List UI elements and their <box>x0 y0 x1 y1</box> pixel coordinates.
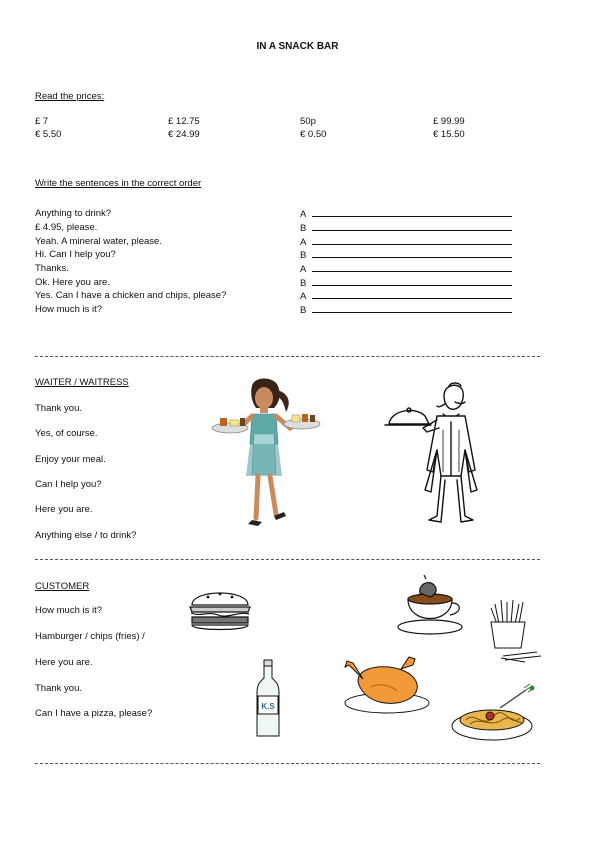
speaker-label: A <box>300 209 307 220</box>
price-cell: € 15.50 <box>433 129 465 140</box>
answer-line[interactable] <box>300 208 512 220</box>
customer-line: Thank you. <box>35 683 82 694</box>
divider <box>35 559 540 560</box>
waiter-line: Anything else / to drink? <box>35 530 137 541</box>
order-sentence: Ok. Here you are. <box>35 277 110 288</box>
order-sentence: £ 4.95, please. <box>35 222 98 233</box>
order-sentence: Anything to drink? <box>35 208 112 219</box>
customer-line: How much is it? <box>35 605 103 616</box>
price-cell: £ 12.75 <box>168 116 200 127</box>
price-cell: € 0.50 <box>300 129 327 140</box>
speaker-label: B <box>300 250 307 261</box>
customer-heading: CUSTOMER <box>35 581 90 592</box>
fries-illustration <box>485 598 545 664</box>
speaker-label: A <box>300 237 307 248</box>
divider <box>35 356 540 357</box>
answer-line[interactable] <box>300 236 512 248</box>
order-sentence: Yes. Can I have a chicken and chips, please? <box>35 290 227 301</box>
waitress-illustration <box>212 378 322 530</box>
waiter-line: Yes, of course. <box>35 428 98 439</box>
customer-line: Can I have a pizza, please? <box>35 708 153 719</box>
waiter-heading: WAITER / WAITRESS <box>35 377 129 388</box>
price-cell: £ 7 <box>35 116 49 127</box>
hamburger-illustration <box>188 585 252 633</box>
spaghetti-illustration <box>450 670 546 746</box>
waiter-line: Here you are. <box>35 504 93 515</box>
speaker-label: B <box>300 278 307 289</box>
price-cell: £ 99.99 <box>433 116 465 127</box>
customer-line: Hamburger / chips (fries) / <box>35 631 145 642</box>
divider <box>35 763 540 764</box>
speaker-label: A <box>300 291 307 302</box>
price-cell: 50p <box>300 116 316 127</box>
roast-chicken-illustration <box>343 655 431 715</box>
answer-line[interactable] <box>300 263 512 275</box>
bottle-label-text: K.S <box>261 702 275 711</box>
speaker-label: B <box>300 223 307 234</box>
price-cell: € 5.50 <box>35 129 62 140</box>
speaker-label: B <box>300 305 307 316</box>
answer-line[interactable] <box>300 222 512 234</box>
order-sentence: Yeah. A mineral water, please. <box>35 236 162 247</box>
bottle-illustration <box>255 660 281 738</box>
answer-line[interactable] <box>300 249 512 261</box>
waiter-illustration <box>385 380 485 528</box>
answer-line[interactable] <box>300 290 512 302</box>
speaker-label: A <box>300 264 307 275</box>
order-sentence: Thanks. <box>35 263 69 274</box>
waiter-line: Enjoy your meal. <box>35 454 106 465</box>
order-sentence: How much is it? <box>35 304 103 315</box>
price-cell: € 24.99 <box>168 129 200 140</box>
customer-line: Here you are. <box>35 657 93 668</box>
order-sentence: Hi. Can I help you? <box>35 249 116 260</box>
read-prices-heading: Read the prices: <box>35 91 105 102</box>
waiter-line: Thank you. <box>35 403 82 414</box>
answer-line[interactable] <box>300 304 512 316</box>
waiter-line: Can I help you? <box>35 479 102 490</box>
coffee-cup-illustration <box>396 575 464 637</box>
order-heading: Write the sentences in the correct order <box>35 178 202 189</box>
answer-line[interactable] <box>300 277 512 289</box>
page-title: IN A SNACK BAR <box>256 41 339 52</box>
